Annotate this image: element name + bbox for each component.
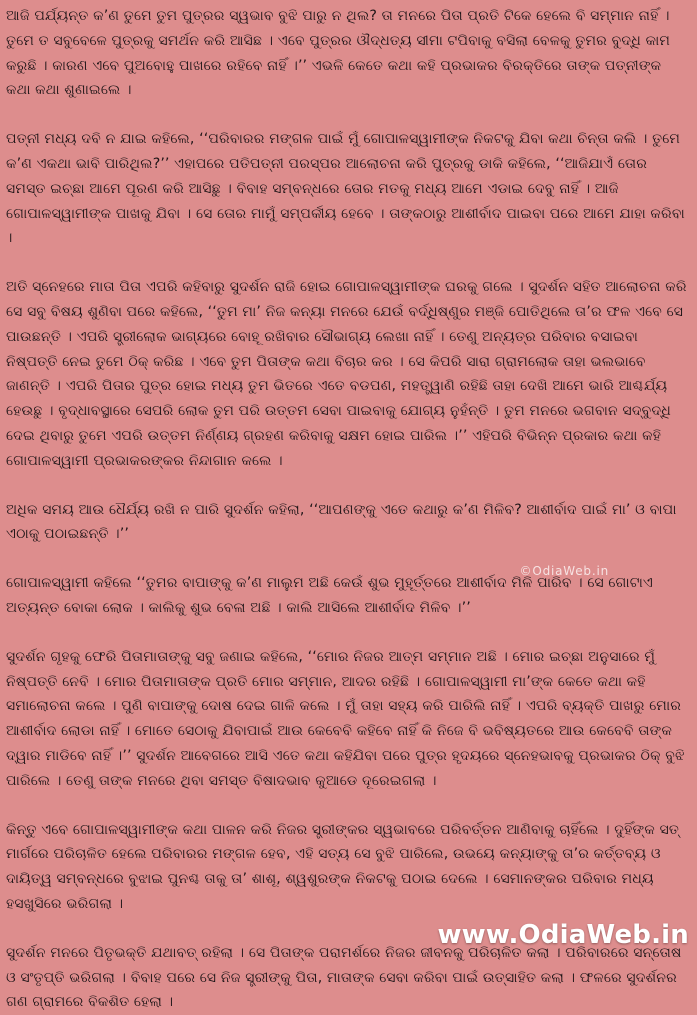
story-paragraph: ଆଜି ପର୍ଯ୍ୟନ୍ତ କ’ଣ ତୁମେ ତୁମ ପୁତ୍ରର ସ୍ୱଭାବ ବୁଝି ପାରୁ ନ ଥିଲ? ତା ମନରେ ପିତା ପ୍ରତି ଟିକେ ହେଲେ ବି ସମ୍ମାନ ନାହିଁ । ତୁମେ ତ ସବୁବେଳେ ପୁତ୍ରକୁ ସମର୍ଥନ କରି ଆସିଛ । ଏବେ ପୁତ୍ରର ଔଦ୍ଧତ୍ୟ ସୀମା ଟପିବାକୁ ବସିଲା ବେଳକୁ ତୁମର ବୁଦ୍ଧି କାମ କରୁଛି । କାରଣ ଏବେ ପୁଅବୋହୁ ପାଖରେ ରହିବେ ନାହିଁ ।’’ ଏଭଳି କେତେ କଥା କହି ପ୍ରଭାକର ବିରକ୍ତିରେ ତାଙ୍କ ପତ୍ନୀଙ୍କ କଥା କଥା ଶୁଣାଇଲେ ।	[6, 8, 671, 99]
watermark-copyright: ©OdiaWeb.in	[519, 564, 609, 578]
story-paragraph: ପତ୍ନୀ ମଧ୍ୟ ଦବି ନ ଯାଇ କହିଲେ, ‘‘ପରିବାରର ମଙ୍ଗଳ ପାଇଁ ମୁଁ ଗୋପାଳସ୍ୱାମୀଙ୍କ ନିକଟକୁ ଯିବା କଥା ଚିନ୍ତା କଲି । ତୁମେ କ’ଣ ଏକଥା ଭାବି ପାରିଥିଲ?’’ ଏହାପରେ ପତିପତ୍ନୀ ପରସ୍ପର ଆଲୋଚନା କରି ପୁତ୍ରକୁ ଡାକି କହିଲେ, ‘‘ଆଜିଯାଏଁ ତୋର ସମସ୍ତ ଇଚ୍ଛା ଆମେ ପୂରଣ କରି ଆସିଛୁ । ବିବାହ ସମ୍ବନ୍ଧରେ ତୋର ମତକୁ ମଧ୍ୟ ଆମେ ଏଡାଇ ଦେବୁ ନାହିଁ । ଆଜି ଗୋପାଳସ୍ୱାମୀଙ୍କ ପାଖକୁ ଯିବା । ସେ ତୋର ମାମୁଁ ସମ୍ପର୍କୀୟ ହେବେ । ତାଙ୍କଠାରୁ ଆଶୀର୍ବାଦ ପାଇବା ପରେ ଆମେ ଯାହା କରିବା ।	[6, 131, 685, 247]
story-paragraph: କିନ୍ତୁ ଏବେ ଗୋପାଳସ୍ୱାମୀଙ୍କ କଥା ପାଳନ କରି ନିଜର ସ୍ତ୍ରୀଙ୍କର ସ୍ୱଭାବରେ ପରିବର୍ତ୍ତନ ଆଣିବାକୁ ଚାହିଁଲେ । ଦୁହିଁଙ୍କ ସତ୍ ମାର୍ଗରେ ପରିଚାଳିତ ହେଲେ ପରିବାରର ମଙ୍ଗଳ ହେବ, ଏହି ସତ୍ୟ ସେ ବୁଝି ପାରିଲେ, ଉଭୟେ କନ୍ୟାଙ୍କୁ ତା’ର କର୍ତ୍ତବ୍ୟ ଓ ଦାୟିତ୍ୱ ସମ୍ବନ୍ଧରେ ବୁଝାଇ ପୁନଶ୍ଚ ତାକୁ ତା’ ଶାଶୂ, ଶ୍ୱଶୁରଙ୍କ ନିକଟକୁ ପଠାଇ ଦେଲେ । ସେମାନଙ୍କର ପରିବାର ମଧ୍ୟ ହସଖୁସିରେ ଭରିଗଲା ।	[6, 821, 680, 912]
watermark-site-url: www.OdiaWeb.in	[437, 920, 689, 950]
story-paragraph: ସୁଦର୍ଶନ ଗୃହକୁ ଫେରି ପିତାମାତାଙ୍କୁ ସବୁ ଜଣାଇ କହିଲେ, ‘‘ମୋର ନିଜର ଆତ୍ମ ସମ୍ମାନ ଅଛି । ମୋର ଇଚ୍ଛା ଅନୁସାରେ ମୁଁ ନିଷ୍ପତ୍ତି ନେବି । ମୋର ପିତାମାତାଙ୍କ ପ୍ରତି ମୋର ସମ୍ମାନ, ଆଦର ରହିଛି । ଗୋପାଳସ୍ୱାମୀ ମା’ଙ୍କ କେତେ କଥା କହି ସମାଲୋଚନା କଲେ । ପୁଣି ବାପାଙ୍କୁ ଦୋଷ ଦେଇ ଗାଳି କଲେ । ମୁଁ ତାହା ସହ୍ୟ କରି ପାରିଲି ନାହିଁ । ଏପରି ବ୍ୟକ୍ତି ପାଖରୁ ମୋର ଆଶୀର୍ବାଦ ଲୋଡା ନାହିଁ । ମୋତେ ସେଠାକୁ ଯିବାପାଇଁ ଆଉ କେବେବି କହିବେ ନାହିଁ କି ନିଜେ ବି ଭବିଷ୍ୟତରେ ଆଉ କେବେବି ତାଙ୍କ ଦ୍ୱାର ମାଡିବେ ନାହିଁ ।’’ ସୁଦର୍ଶନ ଆବେଗରେ ଆସି ଏତେ କଥା କହିଯିବା ପରେ ପୁତ୍ର ହୃଦୟରେ ସ୍ନେହଭାବକୁ ପ୍ରଭାକର ଠିକ୍ ବୁଝି ପାରିଲେ । ତେଣୁ ତାଙ୍କ ମନରେ ଥିବା ସମସ୍ତ ବିଷାଦଭାବ କୁଆଡେ ଦୂରେଇଗଲା ।	[6, 648, 685, 789]
story-paragraph: ଅତି ସ୍ନେହରେ ମାତା ପିତା ଏପରି କହିବାରୁ ସୁଦର୍ଶନ ରାଜି ହୋଇ ଗୋପାଳସ୍ୱାମୀଙ୍କ ଘରକୁ ଗଲେ । ସୁଦର୍ଶନ ସହିତ ଆଲୋଚନା କରି ସେ ସବୁ ବିଷୟ ଶୁଣିବା ପରେ କହିଲେ, ‘‘ତୁମ ମା’ ନିଜ କନ୍ୟା ମନରେ ଯେଉଁ ବର୍ଦ୍ଧିଷ୍ଣୁର ମଞ୍ଜି ପୋତିଥିଲେ ତା’ର ଫଳ ଏବେ ସେ ପାଉଛନ୍ତି । ଏପରି ସ୍ତ୍ରୀଲୋକ ଭାଗ୍ୟରେ ବୋହୂ ରଖିବାର ସୌଭାଗ୍ୟ ଲେଖା ନାହିଁ । ତେଣୁ ଅନ୍ୟତ୍ର ପରିବାର ବସାଇବା ନିଷ୍ପତ୍ତି ନେଇ ତୁମେ ଠିକ୍ କରିଛ । ଏବେ ତୁମ ପିତାଙ୍କ କଥା ବିଚାର କର । ସେ କିପରି ସାରା ଗ୍ରାମଲୋକ ତାହା ଭଲଭାବେ ଜାଣନ୍ତି । ଏପରି ପିତାର ପୁତ୍ର ହୋଇ ମଧ୍ୟ ତୁମ ଭିତରେ ଏତେ ବଡପଣ, ମହତ୍ତ୍ୱାଣି ରହିଛି ତାହା ଦେଖି ଆମେ ଭାରି ଆଶ୍ଚର୍ଯ୍ୟ ହେଉଛୁ । ବୃଦ୍ଧାବସ୍ଥାରେ ସେପରି ଲୋକ ତୁମ ପରି ଉତ୍ତମ ସେବା ପାଇବାକୁ ଯୋଗ୍ୟ ନୁହଁନ୍ତି । ତୁମ ମନରେ ଭଗବାନ ସଦ୍ବୁଦ୍ଧି ଦେଇ ଥିବାରୁ ତୁମେ ଏପରି ଉତ୍ତମ ନିର୍ଣ୍ଣୟ ଗ୍ରହଣ କରିବାକୁ ସକ୍ଷମ ହୋଇ ପାରିଲ ।’’ ଏହିପରି ବିଭିନ୍ନ ପ୍ରକାର କଥା କହି ଗୋପାଳସ୍ୱାମୀ ପ୍ରଭାକରଙ୍କର ନିନ୍ଦାଗାନ କଲେ ।	[6, 279, 687, 469]
story-paragraph: ସୁଦର୍ଶନ ମନରେ ପିତୃଭକ୍ତି ଯଥାବତ୍ ରହିଲା । ସେ ପିତାଙ୍କ ପରାମର୍ଶରେ ନିଜର ଜୀବନକୁ ପରିଚାଳିତ କଲା । ପରିବାରରେ ସନ୍ତୋଷ ଓ ସଂତୃପ୍ତି ଭରିଗଲା । ବିବାହ ପରେ ସେ ନିଜ ସ୍ତ୍ରୀଙ୍କୁ ପିତା, ମାତାଙ୍କ ସେବା କରିବା ପାଇଁ ଉତ୍ସାହିତ କଲା । ଫଳରେ ସୁଦର୍ଶନର ଗଣ ଗ୍ରାମରେ ବିକଶିତ ହେଲା ।	[6, 944, 682, 1011]
story-paragraph: ଅଧିକ ସମୟ ଆଉ ଧୈର୍ଯ୍ୟ ରଖି ନ ପାରି ସୁଦର୍ଶନ କହିଲା, ‘‘ଆପଣଙ୍କୁ ଏତେ କଥାରୁ କ’ଣ ମିଳିବ? ଆଶୀର୍ବାଦ ପାଇଁ ମା’ ଓ ବାପା ଏଠାକୁ ପଠାଇଛନ୍ତି ।’’	[6, 501, 677, 543]
story-paragraph: ଗୋପାଳସ୍ୱାମୀ କହିଲେ ‘‘ତୁମର ବାପାଙ୍କୁ କ’ଣ ମାଲୁମ ଅଛି କେଉଁ ଶୁଭ ମୁହୂର୍ତ୍ତରେ ଆଶୀର୍ବାଦ ମିଳି ପାରିବ । ସେ ଗୋଟାଏ ଅତ୍ୟନ୍ତ ବୋକା ଲୋକ । କାଲିକୁ ଶୁଭ ବେଳା ଅଛି । କାଲି ଆସିଲେ ଆଶୀର୍ବାଦ ମିଳିବ ।’’	[6, 575, 654, 616]
